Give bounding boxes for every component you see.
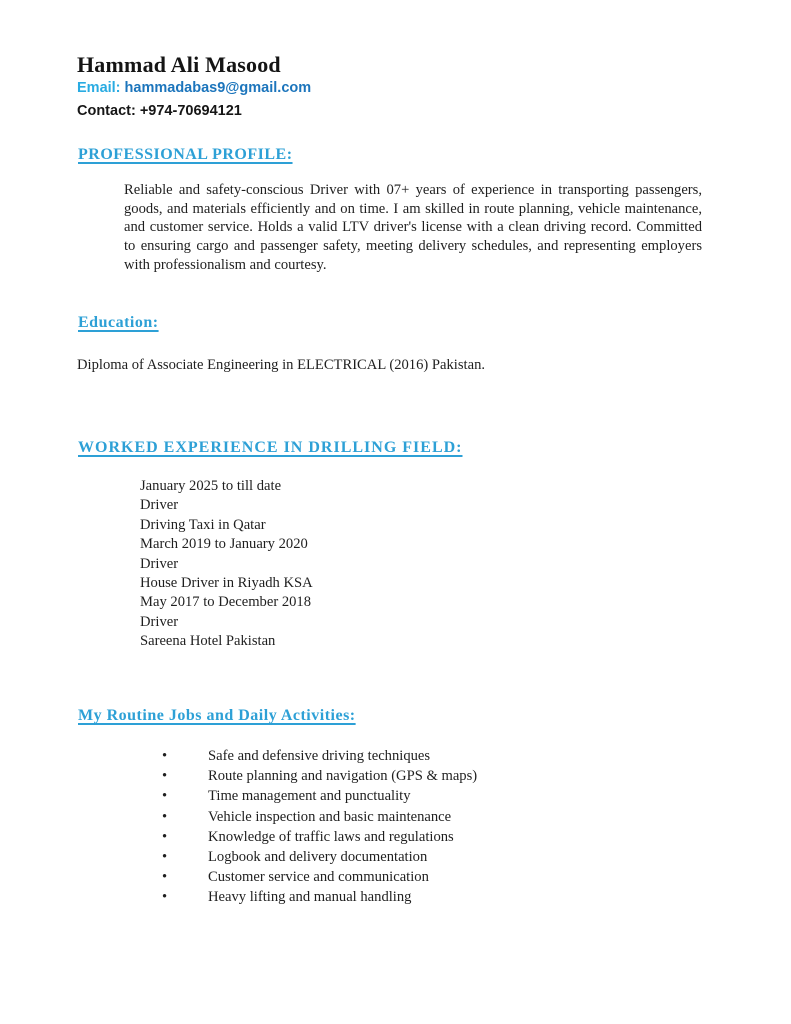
routine-item-text: Route planning and navigation (GPS & maps) (208, 768, 478, 785)
routine-item (162, 746, 477, 766)
education-heading: Education: (78, 314, 159, 331)
experience-line: March 2019 to January 2020 (140, 536, 308, 553)
routine-item (162, 766, 477, 786)
routine-list (162, 746, 477, 908)
routine-item-text: Time management and punctuality (208, 788, 411, 805)
routine-item (162, 827, 477, 847)
experience-line: May 2017 to December 2018 (140, 594, 312, 611)
experience-line: January 2025 to till date (140, 478, 282, 494)
experience-line: Driver (140, 555, 179, 572)
routine-item-text: Heavy lifting and manual handling (208, 889, 412, 906)
contact-number: Contact: +974-70694121 (77, 103, 242, 119)
bullet-icon: • (162, 748, 168, 764)
bullet-icon: • (162, 889, 168, 906)
routine-item-text: Knowledge of traffic laws and regulations (208, 828, 454, 845)
experience-heading: WORKED EXPERIENCE IN DRILLING FIELD: (78, 439, 463, 456)
routine-item (162, 847, 477, 867)
bullet-icon: • (162, 869, 168, 886)
email-link[interactable]: hammadabas9@gmail.com (124, 80, 312, 96)
routine-item-text: Vehicle inspection and basic maintenance (208, 808, 452, 825)
bullet-icon: • (162, 849, 168, 866)
candidate-name: Hammad Ali Masood (77, 52, 281, 77)
professional-profile-heading: PROFESSIONAL PROFILE: (78, 146, 293, 163)
routine-item (162, 887, 477, 907)
experience-line: Driving Taxi in Qatar (140, 516, 266, 533)
experience-line: Driver (140, 497, 179, 514)
routine-heading: My Routine Jobs and Daily Activities: (78, 707, 356, 724)
professional-profile-text: Reliable and safety-conscious Driver with 07+ years of experience in transporting passengers, goods, and materials efficiently and on time. I am skilled in route planning, vehicle maintenance, and customer service. Holds a valid LTV driver's license with a clean driving record. Committed to ensuring cargo and passenger safety, meeting delivery schedules, and representing employers with professionalism and courtesy. (124, 182, 702, 273)
experience-line: Driver (140, 613, 179, 630)
routine-item-text: Customer service and communication (208, 869, 429, 886)
experience-line: House Driver in Riyadh KSA (140, 575, 313, 592)
routine-item (162, 807, 477, 827)
routine-item (162, 867, 477, 887)
bullet-icon: • (162, 808, 168, 825)
email-label: Email: (77, 80, 121, 96)
experience-list (140, 477, 313, 652)
routine-item-text: Logbook and delivery documentation (208, 849, 428, 866)
education-text: Diploma of Associate Engineering in ELECTRICAL (2016) Pakistan. (77, 357, 486, 373)
bullet-icon: • (162, 828, 168, 845)
bullet-icon: • (162, 768, 168, 785)
email-line (77, 79, 311, 97)
routine-item-text: Safe and defensive driving techniques (208, 748, 431, 764)
routine-item (162, 786, 477, 806)
experience-line: Sareena Hotel Pakistan (140, 633, 276, 650)
bullet-icon: • (162, 788, 168, 805)
